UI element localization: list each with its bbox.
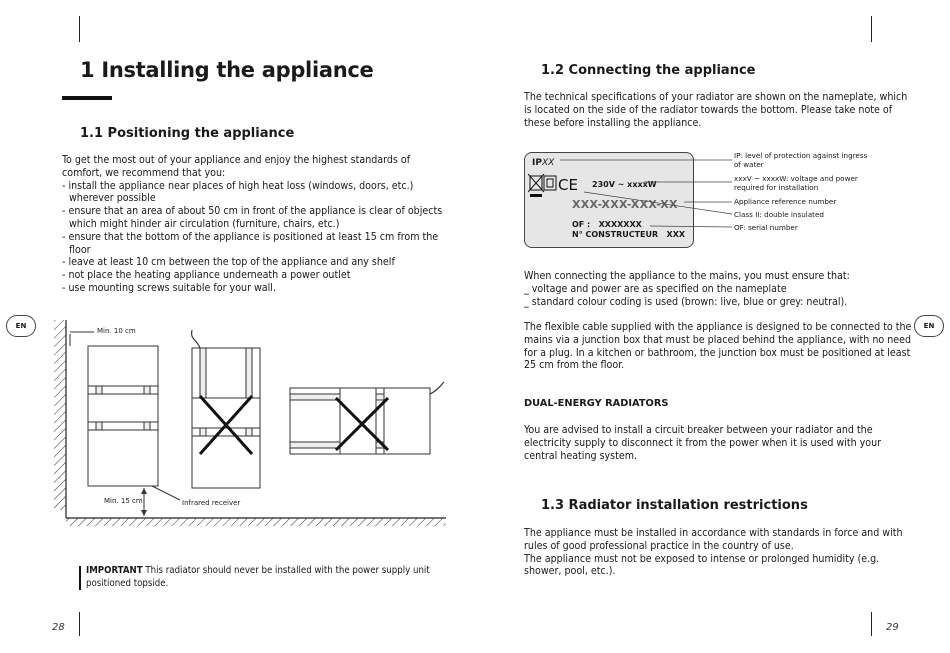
restrictions-text: The appliance must be installed in accordance with standards in force and with rules of good professional practice in the country of use. The appliance must not be exposed to intense or prolonged humidity (e.g. shower, pool, etc.). xyxy=(524,527,903,578)
nameplate-ip: IPXX xyxy=(532,158,555,168)
bullet-line: - use mounting screws suitable for your wall. xyxy=(62,281,276,294)
nameplate-constructor: N° CONSTRUCTEUR XXX xyxy=(572,230,686,239)
important-text: This radiator should never be installed with the power supply unit xyxy=(142,565,430,576)
important-label: IMPORTANT xyxy=(86,565,143,576)
callout-voltage: xxxV ~ xxxxW: voltage and power required for installation xyxy=(734,174,858,192)
mains-text: When connecting the appliance to the mains, you must ensure that: _ voltage and power are as specified on the nameplate _ standard colour coding is used (brown: live, blue or grey: neutral). xyxy=(524,270,850,308)
bullet-line: - ensure that an area of about 50 cm in front of the appliance is clear of objects xyxy=(62,205,443,218)
section-title-connecting: 1.2 Connecting the appliance xyxy=(541,63,756,78)
infrared-receiver-label: Infrared receiver xyxy=(182,499,241,507)
bullet-line: - ensure that the bottom of the appliance is positioned at least 15 cm from the xyxy=(62,230,439,243)
connecting-intro xyxy=(524,91,908,129)
nameplate-reference: XXX-XXX-XXX-XX xyxy=(572,198,678,211)
nameplate-voltage: 230V ~ xxxxW xyxy=(592,180,657,189)
dual-energy-text: You are advised to install a circuit breaker between your radiator and the electricity supply to disconnect it from the power when it is used with your central heating system. xyxy=(524,424,882,462)
crop-mark-top-left xyxy=(79,16,80,42)
bullet-line: - leave at least 10 cm between the top of the appliance and any shelf xyxy=(62,256,395,269)
chapter-heading: 1 Installing the appliance xyxy=(80,58,374,82)
language-tab-right: EN xyxy=(914,315,944,337)
intro-line: comfort, we recommend that you: xyxy=(62,166,226,179)
important-note xyxy=(86,565,456,590)
callout-serial: OF: serial number xyxy=(734,223,798,232)
crop-mark-top-right xyxy=(871,16,872,42)
section-title-restrictions: 1.3 Radiator installation restrictions xyxy=(541,498,808,513)
min-bottom-label: Min. 15 cm xyxy=(104,497,143,505)
class-ii-double-square-icon xyxy=(544,176,556,190)
receiver-leader xyxy=(152,486,180,500)
radiator-correct xyxy=(88,346,158,486)
page-number-left: 28 xyxy=(52,622,65,633)
intro-line: these before installing the appliance. xyxy=(524,116,702,129)
radiator-incorrect-upside xyxy=(192,330,260,488)
intro-line: The technical specifications of your radiator are shown on the nameplate, which xyxy=(524,91,908,103)
floor-hatch xyxy=(66,518,446,526)
nameplate-leaders xyxy=(560,150,736,240)
cable-text: The flexible cable supplied with the appliance is designed to be connected to the mains via a junction box that must be placed behind the appliance, with no need for a plug. In a kitchen or bathroom, the junction box must be positioned at least 25 cm from the floor. xyxy=(524,321,912,372)
intro-line: is located on the side of the radiator towards the bottom. Please take note of xyxy=(524,103,893,116)
important-bar xyxy=(79,566,81,590)
dual-energy-title: DUAL-ENERGY RADIATORS xyxy=(524,398,669,409)
bullet-line: floor xyxy=(69,243,91,256)
callout-ip: IP: level of protection against ingress of water xyxy=(734,151,868,169)
heading-underline xyxy=(62,96,112,100)
bullet-line: - install the appliance near places of high heat loss (windows, doors, etc.) xyxy=(62,179,414,192)
callout-reference: Appliance reference number xyxy=(734,197,837,206)
intro-line: To get the most out of your appliance and enjoy the highest standards of xyxy=(62,154,411,166)
crop-mark-bottom-left xyxy=(79,612,80,636)
ce-mark-icon: CE xyxy=(558,176,578,194)
callout-class-ii: Class II: double insulated xyxy=(734,210,824,219)
section-title-positioning: 1.1 Positioning the appliance xyxy=(80,126,295,141)
radiator-incorrect-horizontal xyxy=(290,382,444,454)
min-top-label: Min. 10 cm xyxy=(97,327,136,335)
important-text: positioned topside. xyxy=(86,577,169,589)
language-tab-left: EN xyxy=(6,315,36,337)
bullet-line: wherever possible xyxy=(69,192,156,205)
nameplate-of: OF : XXXXXXX xyxy=(572,220,642,229)
wall-hatch xyxy=(54,320,66,510)
positioning-text xyxy=(62,154,442,295)
crop-mark-bottom-right xyxy=(871,612,872,636)
installation-diagram xyxy=(40,318,460,528)
bullet-line: - not place the heating appliance underneath a power outlet xyxy=(62,269,351,282)
bullet-line: which might hinder air circulation (furniture, chairs, etc.) xyxy=(69,217,340,230)
page-number-right: 29 xyxy=(886,622,899,633)
